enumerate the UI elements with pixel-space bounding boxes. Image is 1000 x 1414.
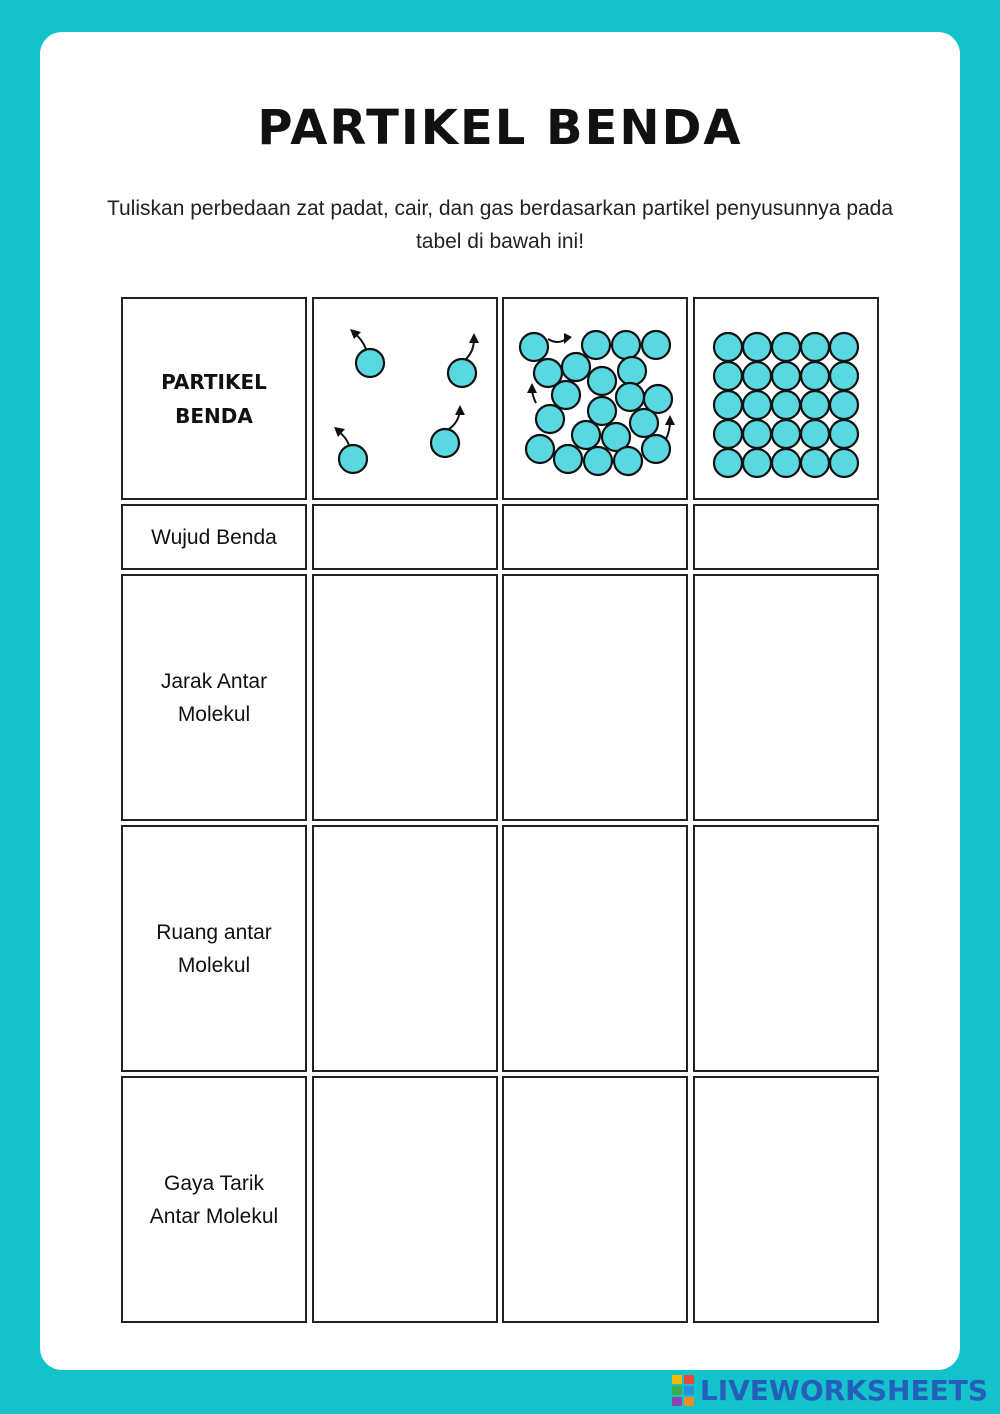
answer-box-gaya-gas[interactable] <box>312 1076 498 1323</box>
liveworksheets-brand[interactable] <box>672 1370 988 1410</box>
row-label-ruang-antar-molekul: Ruang antar Molekul <box>121 825 307 1072</box>
answer-box-wujud-gas[interactable] <box>312 504 498 570</box>
header-label-line1: PARTIKEL <box>161 369 267 394</box>
answer-box-jarak-solid[interactable] <box>693 574 879 821</box>
answer-box-wujud-liquid[interactable] <box>502 504 688 570</box>
gas-particles-cell <box>312 297 498 500</box>
answer-box-jarak-liquid[interactable] <box>502 574 688 821</box>
gas-particles-icon <box>314 299 500 502</box>
header-label-line2: BENDA <box>175 403 253 428</box>
instruction-text: Tuliskan perbedaan zat padat, cair, dan gas berdasarkan partikel penyusunnya pada tabel di bawah ini! <box>106 197 894 253</box>
answer-box-ruang-solid[interactable] <box>693 825 879 1072</box>
answer-box-gaya-solid[interactable] <box>693 1076 879 1323</box>
header-label-cell <box>121 297 307 500</box>
brand-name: LIVEWORKSHEETS <box>699 1373 988 1407</box>
liquid-particles-icon <box>504 299 690 502</box>
liveworksheets-logo-icon <box>672 1375 694 1406</box>
answer-box-wujud-solid[interactable] <box>693 504 879 570</box>
row-label-jarak-antar-molekul: Jarak Antar Molekul <box>121 574 307 821</box>
answer-box-jarak-gas[interactable] <box>312 574 498 821</box>
row-label-gaya-tarik-antar-molekul: Gaya Tarik Antar Molekul <box>121 1076 307 1323</box>
solid-particles-icon <box>695 299 881 502</box>
page-title: PARTIKEL BENDA <box>257 100 743 156</box>
answer-box-ruang-liquid[interactable] <box>502 825 688 1072</box>
row-label-wujud-benda: Wujud Benda <box>121 504 307 570</box>
solid-particles-cell <box>693 297 879 500</box>
liquid-particles-cell <box>502 297 688 500</box>
answer-box-gaya-liquid[interactable] <box>502 1076 688 1323</box>
answer-box-ruang-gas[interactable] <box>312 825 498 1072</box>
